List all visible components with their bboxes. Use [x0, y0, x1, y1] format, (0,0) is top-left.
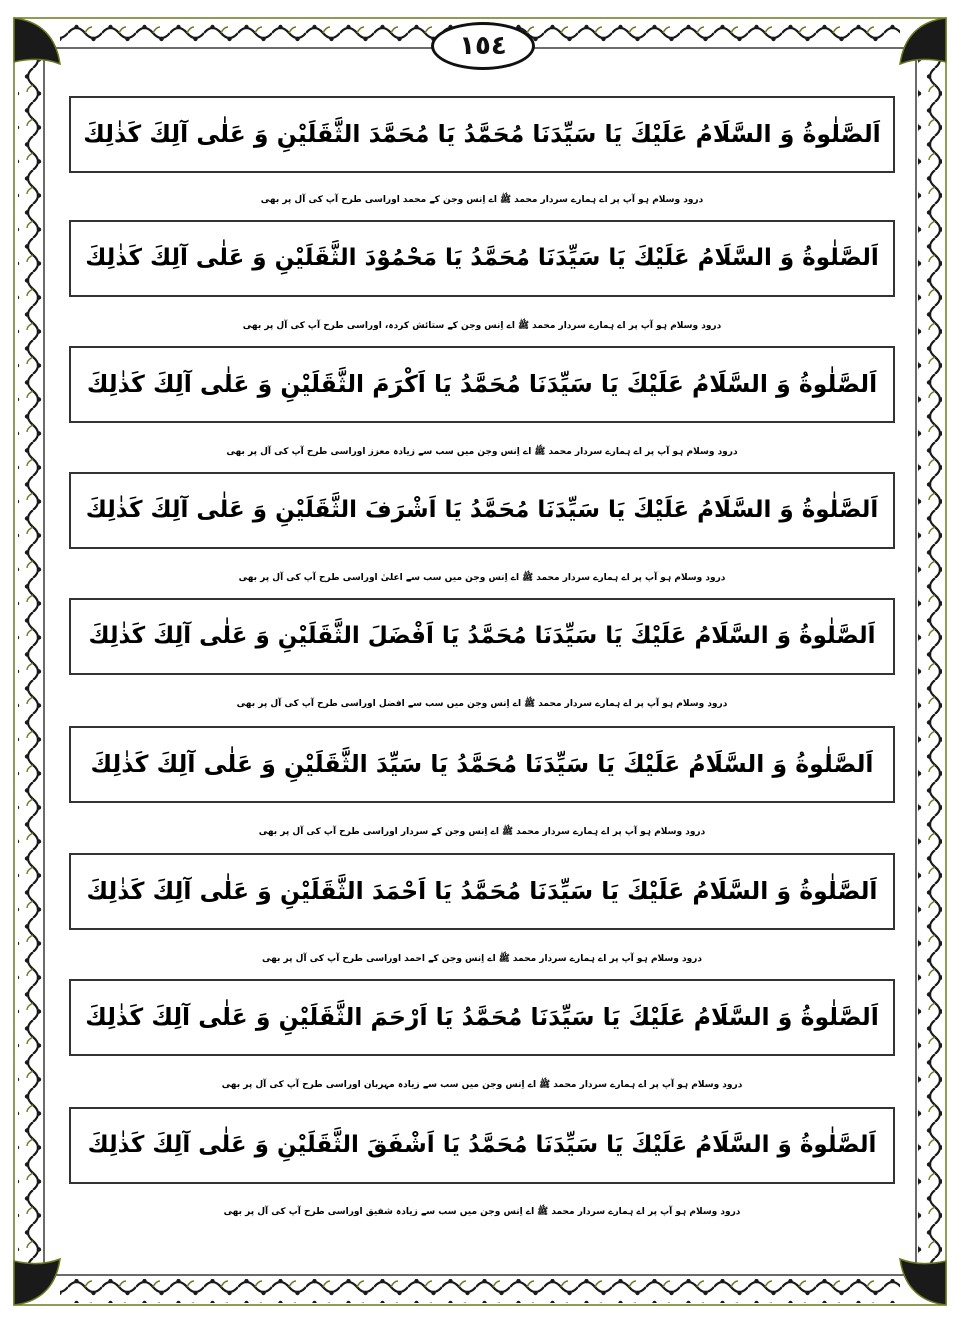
urdu-translation-6: درود وسلام ہو آپ پر اے ہمارے سردار محمد ﷺ اے اِنس وجن کے سردار اوراسی طرح آپ کی آل پر بھی	[258, 827, 706, 837]
arabic-box-1	[69, 96, 895, 173]
arabic-box-6	[69, 726, 895, 803]
arabic-line-9: اَلصَّلٰوةُ وَ السَّلَامُ عَلَيْكَ يَا سَيِّدَنَا مُحَمَّدُ يَا اَشْفَقَ الثَّقَلَيْنِ وَ عَلٰى آلِكَ كَذٰلِكَ	[87, 1132, 877, 1159]
arabic-line-7: اَلصَّلٰوةُ وَ السَّلَامُ عَلَيْكَ يَا سَيِّدَنَا مُحَمَّدُ يَا اَحْمَدَ الثَّقَلَيْنِ وَ عَلٰى آلِكَ كَذٰلِكَ	[86, 876, 878, 905]
arabic-line-8: اَلصَّلٰوةُ وَ السَّلَامُ عَلَيْكَ يَا سَيِّدَنَا مُحَمَّدُ يَا اَرْحَمَ الثَّقَلَيْنِ وَ عَلٰى آلِكَ كَذٰلِكَ	[85, 1002, 879, 1031]
page-number: ١٥٤	[431, 22, 535, 70]
arabic-box-9	[69, 1107, 895, 1184]
arabic-line-3: اَلصَّلٰوةُ وَ السَّلَامُ عَلَيْكَ يَا سَيِّدَنَا مُحَمَّدُ يَا اَكْرَمَ الثَّقَلَيْنِ وَ عَلٰى آلِكَ كَذٰلِكَ	[86, 369, 878, 398]
arabic-line-1: اَلصَّلٰوةُ وَ السَّلَامُ عَلَيْكَ يَا سَيِّدَنَا مُحَمَّدُ يَا مُحَمَّدَ الثَّقَلَيْنِ وَ عَلٰى آلِكَ كَذٰلِكَ	[83, 119, 881, 148]
urdu-translation-9: درود وسلام ہو آپ پر اے ہمارے سردار محمد ﷺ اے اِنس وجن میں سب سے زیادہ شفیق اوراسی طرح آپ کی آل پر بھی	[223, 1207, 741, 1217]
urdu-translation-4: درود وسلام ہو آپ پر اے ہمارے سردار محمد ﷺ اے اِنس وجن میں سب سے اعلیٰ اوراسی طرح آپ کی آل پر بھی	[238, 573, 726, 583]
urdu-translation-3: درود وسلام ہو آپ پر اے ہمارے سردار محمد ﷺ اے اِنس وجن میں سب سے زیادہ معزز اوراسی طرح آپ کی آل پر بھی	[226, 447, 738, 457]
arabic-box-2	[69, 220, 895, 297]
urdu-translation-2: درود وسلام ہو آپ پر اے ہمارے سردار محمد ﷺ اے اِنس وجن کے ستائش کردہ، اوراسی طرح آپ کی آل پر بھی	[242, 321, 722, 331]
arabic-box-4	[69, 472, 895, 549]
urdu-translation-5: درود وسلام ہو آپ پر اے ہمارے سردار محمد ﷺ اے اِنس وجن میں سب سے افضل اوراسی طرح آپ کی آل پر بھی	[236, 699, 728, 709]
urdu-translation-7: درود وسلام ہو آپ پر اے ہمارے سردار محمد ﷺ اے اِنس وجن کے احمد اوراسی طرح آپ کی آل پر بھی	[262, 954, 702, 964]
arabic-line-6: اَلصَّلٰوةُ وَ السَّلَامُ عَلَيْكَ يَا سَيِّدَنَا مُحَمَّدُ يَا سَيِّدَ الثَّقَلَيْنِ وَ عَلٰى آلِكَ كَذٰلِكَ	[90, 749, 874, 778]
arabic-box-3	[69, 346, 895, 423]
urdu-translation-1: درود وسلام ہو آپ پر اے ہمارے سردار محمد ﷺ اے اِنس وجن کے محمد اوراسی طرح آپ کی آل پر بھی	[260, 195, 704, 205]
arabic-line-5: اَلصَّلٰوةُ وَ السَّلَامُ عَلَيْكَ يَا سَيِّدَنَا مُحَمَّدُ يَا اَفْضَلَ الثَّقَلَيْنِ وَ عَلٰى آلِكَ كَذٰلِكَ	[88, 623, 876, 650]
arabic-box-7	[69, 853, 895, 930]
urdu-translation-8: درود وسلام ہو آپ پر اے ہمارے سردار محمد ﷺ اے اِنس وجن میں سب سے زیادہ مہربان اوراسی طرح آپ کی آل پر بھی	[221, 1080, 743, 1090]
arabic-box-5	[69, 598, 895, 675]
arabic-line-4: اَلصَّلٰوةُ وَ السَّلَامُ عَلَيْكَ يَا سَيِّدَنَا مُحَمَّدُ يَا اَشْرَفَ الثَّقَلَيْنِ وَ عَلٰى آلِكَ كَذٰلِكَ	[85, 497, 879, 524]
arabic-line-2: اَلصَّلٰوةُ وَ السَّلَامُ عَلَيْكَ يَا سَيِّدَنَا مُحَمَّدُ يَا مَحْمُوْدَ الثَّقَلَيْنِ وَ عَلٰى آلِكَ كَذٰلِكَ	[85, 245, 879, 272]
arabic-box-8	[69, 979, 895, 1056]
